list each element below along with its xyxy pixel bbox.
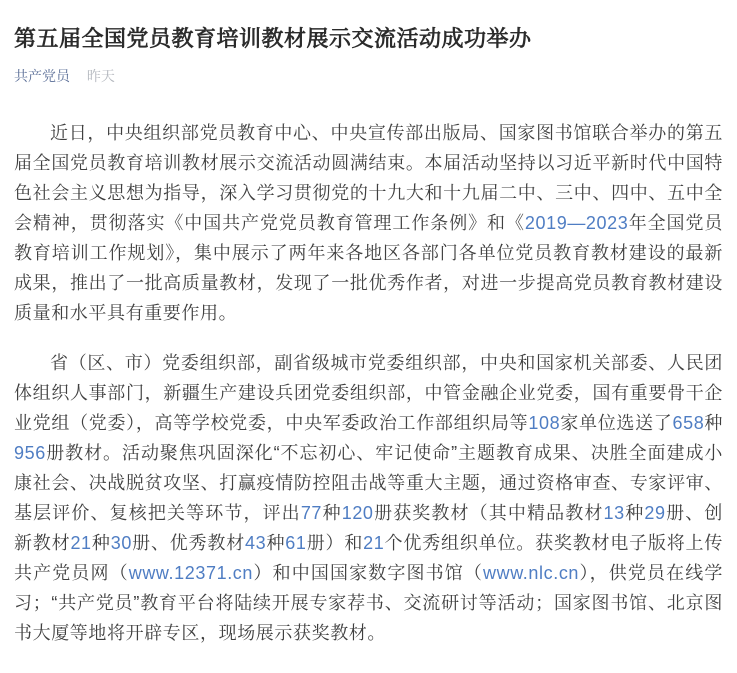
text-segment: 家单位选送了: [560, 413, 673, 433]
article-byline: [14, 67, 723, 85]
text-segment: 册、优秀教材: [131, 533, 246, 553]
latin-text-segment: 108: [528, 413, 561, 433]
latin-text-segment: 956: [14, 443, 46, 463]
article-source-link[interactable]: 共产党员: [14, 68, 70, 84]
latin-text-segment: 120: [341, 503, 374, 523]
latin-text-segment: 77: [300, 503, 323, 523]
latin-text-segment: 13: [603, 503, 625, 523]
latin-text-segment: 2019—2023: [524, 213, 629, 233]
text-segment: 册获奖教材（其中精品教材: [373, 503, 604, 523]
text-segment: ）和中国国家数字图书馆（: [253, 563, 483, 583]
text-segment: 种: [704, 413, 724, 433]
text-segment: 近日，中央组织部党员教育中心、中央宣传部出版局、国家图书馆联合举办的第五届全国党员教育培训教材展示交流活动圆满结束。本届活动坚持以习近平新时代中国特色社会主义思想为指导，深入学习贯彻党的十九大和十九届二中、三中、四中、五中全会精神，贯彻落实《中国共产党党员教育管理工作条例》和《: [14, 123, 723, 233]
article-body: [14, 118, 723, 648]
latin-text-segment: 61: [285, 533, 307, 553]
article-title: 第五届全国党员教育培训教材展示交流活动成功举办: [14, 26, 532, 51]
text-segment: 种: [322, 503, 342, 523]
latin-text-segment: 21: [363, 533, 385, 553]
text-segment: 种: [91, 533, 111, 553]
text-segment: 种: [624, 503, 645, 523]
latin-text-segment: www.nlc.cn: [483, 563, 580, 583]
text-segment: ），供党员在线学习；“共产党员”教育平台将陆续开展专家荐书、交流研讨等活动；国家图书馆、北京图书大厦等地将开辟专区，现场展示获奖教材。: [14, 563, 723, 643]
text-segment: 册）和: [306, 533, 364, 553]
text-segment: 省（区、市）党委组织部，副省级城市党委组织部，中央和国家机关部委、人民团体组织人事部门，新疆生产建设兵团党委组织部，中管金融企业党委，国有重要骨干企业党组（党委），高等学校党委，中央军委政治工作部组织局等: [14, 353, 723, 433]
latin-text-segment: 658: [672, 413, 705, 433]
article-publish-time: 昨天: [86, 68, 115, 84]
latin-text-segment: 43: [245, 533, 267, 553]
latin-text-segment: 30: [110, 533, 132, 553]
latin-text-segment: 21: [70, 533, 92, 553]
article-paragraph: [14, 348, 723, 648]
text-segment: 册、创新教材: [14, 503, 724, 553]
latin-text-segment: 29: [644, 503, 666, 523]
text-segment: 年全国党员教育培训工作规划》，集中展示了两年来各地区各部门各单位党员教育教材建设的最新成果，推出了一批高质量教材，发现了一批优秀作者，对进一步提高党员教育教材建设质量和水平具有重要作用。: [14, 213, 723, 323]
article-paragraph: [14, 118, 723, 328]
text-segment: 册教材。活动聚焦巩固深化“不忘初心、牢记使命”主题教育成果、决胜全面建成小康社会、决战脱贫攻坚、打赢疫情防控阻击战等重大主题，通过资格审查、专家评审、基层评价、复核把关等环节，评出: [14, 443, 723, 523]
text-segment: 个优秀组织单位。获奖教材电子版将上传共产党员网（: [14, 533, 723, 583]
latin-text-segment: www.12371.cn: [128, 563, 254, 583]
text-segment: 种: [266, 533, 286, 553]
